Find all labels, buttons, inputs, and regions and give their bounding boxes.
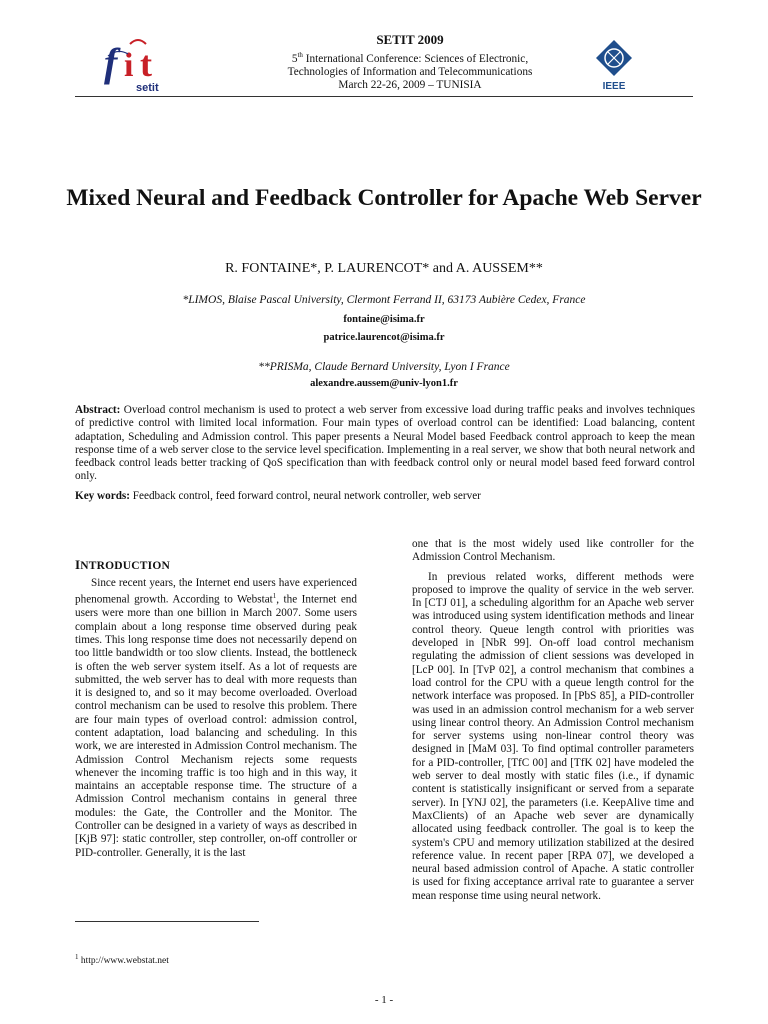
affiliation-1: *LIMOS, Blaise Pascal University, Clermont Ferrand II, 63173 Aubière Cedex, France [182, 294, 586, 306]
conference-line-3: March 22-26, 2009 – TUNISIA [338, 78, 482, 91]
abstract-label: Abstract: [75, 404, 121, 416]
setit-logo-text: setit [136, 82, 159, 94]
svg-text:i: i [124, 47, 134, 84]
conference-title: SETIT 2009 [376, 32, 444, 47]
keywords [75, 490, 695, 502]
ieee-logo [594, 38, 634, 93]
email-1[interactable]: fontaine@isima.fr [343, 314, 425, 325]
conference-line-2: Technologies of Information and Telecommunications [287, 65, 533, 78]
svg-text:t: t [140, 44, 152, 84]
footnote-link[interactable]: http://www.webstat.net [78, 956, 169, 967]
abstract [75, 404, 695, 484]
ieee-logo-text: IEEE [602, 81, 626, 92]
email-2[interactable]: patrice.laurencot@isima.fr [323, 332, 445, 343]
section-heading-introduction: INTRODUCTION [75, 557, 171, 572]
left-column [75, 577, 357, 860]
page-number: - 1 - [374, 994, 394, 1006]
footnote: $^1$ http://www.webstat.net [75, 953, 169, 967]
keywords-label: Key words: [75, 490, 130, 502]
keywords-text: Feedback control, feed forward control, neural network controller, web server [130, 490, 481, 502]
intro-paragraph-continued: one that is the most widely used like controller for the Admission Control Mechanism. [412, 538, 694, 564]
header-rule [75, 96, 693, 97]
conference-line-1: 5th International Conference: Sciences of Electronic, [291, 51, 529, 65]
footnote-ref[interactable]: 1 [272, 592, 277, 601]
affiliation-2: **PRISMa, Claude Bernard University, Lyon I France [258, 361, 510, 373]
abstract-text: Overload control mechanism is used to protect a web server from excessive load during traffic peaks and involves techniques of predictive control with limited local information. Four main types of overload control can be identified: Load balancing, content adaptation, Scheduling and Admission control. This paper presents a Neural Model based Feedback control approach to keep the mean response time of a web server close to the service level specification. Implementing in a real server, we show that both neural network and feedback control leads better tracking of QoS specification than with feedback control only or neural model based feed forward control only. [75, 404, 695, 483]
paper-title: Mixed Neural and Feedback Controller for Apache Web Server [66, 185, 702, 211]
paper-authors: R. FONTAINE*, P. LAURENCOT* and A. AUSSEM** [225, 261, 543, 276]
footnote-rule [75, 921, 259, 922]
related-work-paragraph: In previous related works, different methods were proposed to improve the quality of service in the web server. In [CTJ 01], a scheduling algorithm for an Apache web server was introduced using system identification methods and linear control theory. Queue length control with priorities was developed in [NbR 99]. On-off load control mechanism regulating the admission of client sessions was developed in [LcP 00]. In [TvP 02], a control mechanism that combines a load control for the CPU with a queue length control for the network interface was proposed. In [PbS 85], a PID-controller was used in an admission control mechanism for a web server using linear control theory. An Admission Control mechanism for server systems using non-linear control theory was designed in [MaM 03]. To find optimal controller parameters for a PID-controller, [TfC 00] and [TfK 02] have modeled the web server to deal mostly with static files (i.e., if dynamic content is statistically insignificant or served from a separate server). In [YNJ 02], the parameters (i.e. KeepAlive time and MaxClients) of an Apache web sever are dynamically allocated using feedback controller. The goal is to keep the system's CPU and memory utilization stabilized at the desired reference value. In recent paper [RPA 07], we developed a neural based admission control of Apache. A static controller is used for fixing acceptance arrival rate to guarantee a server mean response time using neural network. [412, 570, 694, 902]
intro-paragraph: Since recent years, the Internet end users have experienced phenomenal growth. According to Webstat$^1$, the Internet end users were more than one billion in March 2007. Some users complain about a long response time observed during peak times. This long response time does not necessarily depend on too little bandwidth or too slow clients. Instead, the bottleneck is often the web server system itself. As a lot of requests are submitted, the web server has to deal with more requests than it is designed to, and so it may become overloaded. Overload control mechanism can be used to resolve this problem. There are four main types of overload control: admission control, content adaptation, load balancing and scheduling. In this work, we are interested in Admission Control mechanism. The Admission Control Mechanism rejects some requests whenever the incoming traffic is too high and in this way, it maintains an acceptable response time. The structure of a Admission Control mechanism contains in general three modules: the Gate, the Controller and the Monitor. The Controller can be designed in a variety of ways as described in [KjB 97]: static controller, step controller, on-off controller or PID-controller. Generally, it is the last [75, 577, 357, 859]
svg-text:f: f [104, 40, 118, 85]
email-3[interactable]: alexandre.aussem@univ-lyon1.fr [310, 378, 458, 389]
setit-logo [100, 38, 180, 94]
right-column [412, 538, 694, 903]
conference-header [250, 33, 570, 92]
